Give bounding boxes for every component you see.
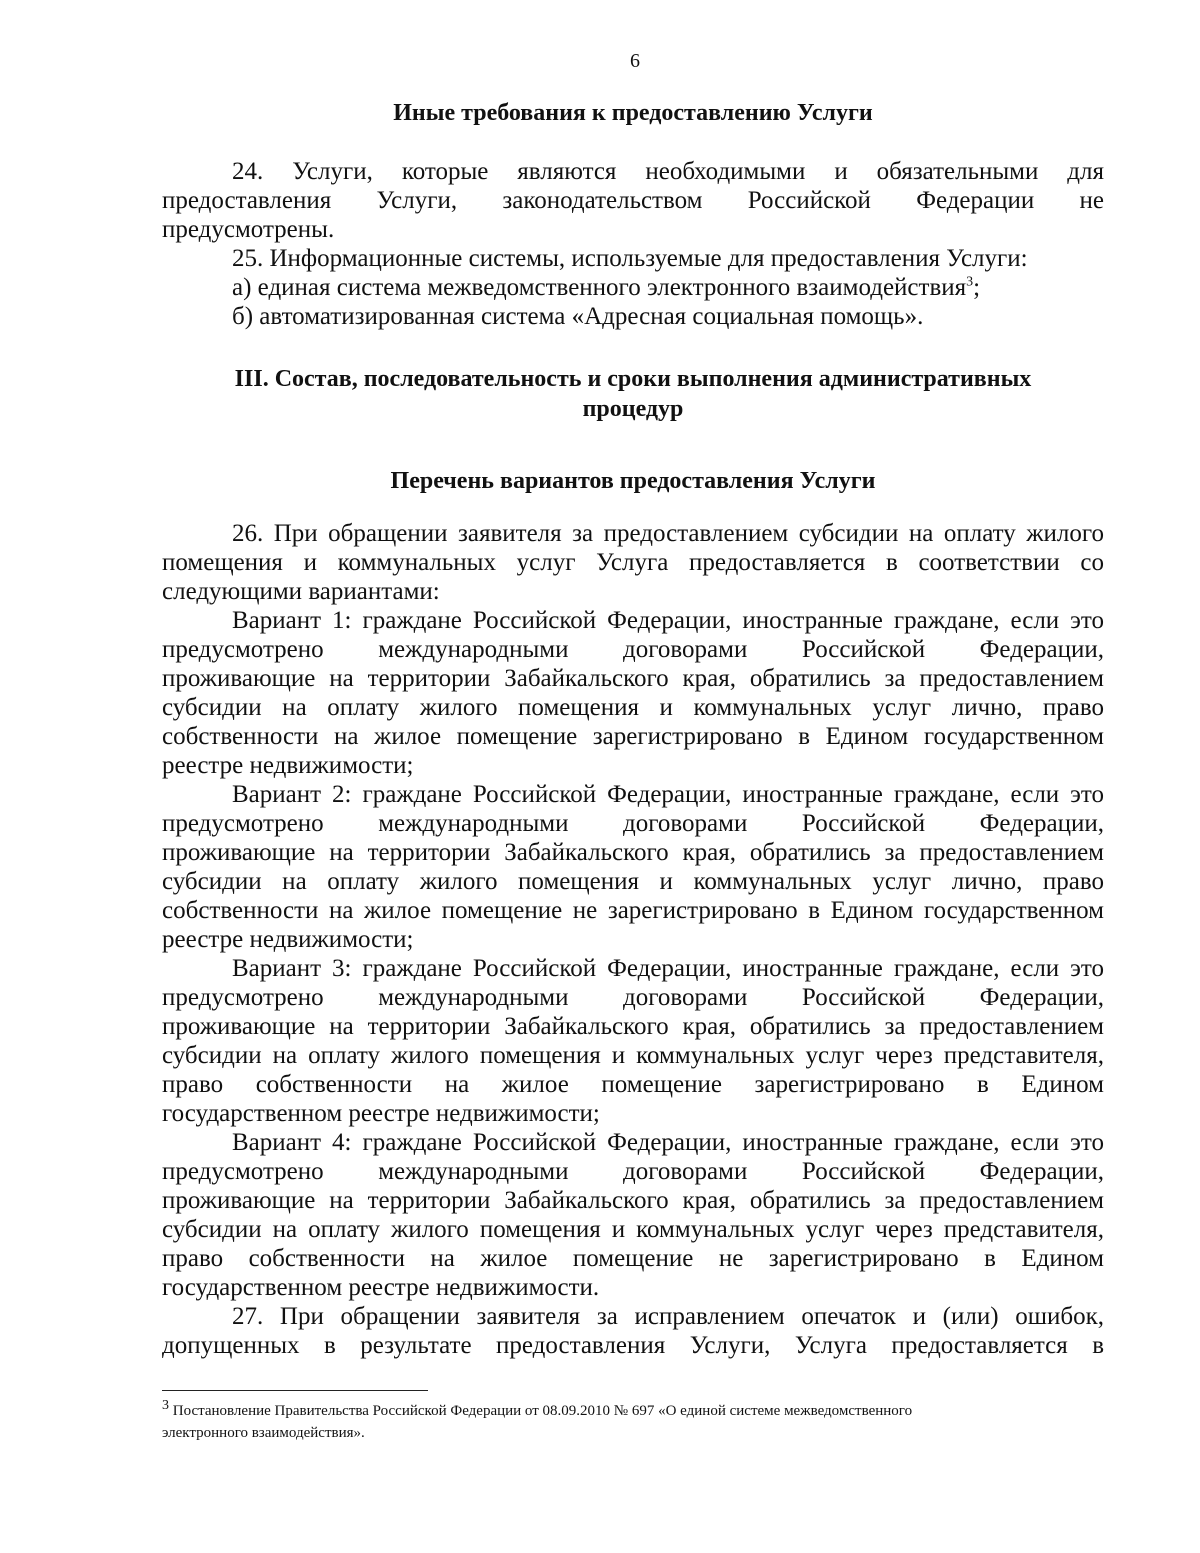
variant-3-line: Вариант 3: граждане Российской Федерации, иностранные граждане, если это [232, 955, 1104, 982]
variant-1-line: проживающие на территории Забайкальского края, обратились за предоставлением [162, 665, 1104, 692]
variant-2-line: Вариант 2: граждане Российской Федерации, иностранные граждане, если это [232, 781, 1104, 808]
paragraph-25: 25. Информационные системы, используемые для предоставления Услуги: [232, 245, 1028, 272]
footnote [162, 1400, 1104, 1444]
variant-2-line: проживающие на территории Забайкальского края, обратились за предоставлением [162, 839, 1104, 866]
variant-1-line: предусмотрено международными договорами Российской Федерации, [162, 636, 1104, 663]
variant-3-line: субсидии на оплату жилого помещения и коммунальных услуг через представителя, [162, 1042, 1104, 1069]
variant-2-line: реестре недвижимости; [162, 926, 414, 953]
heading-section-iii-line2: процедур [582, 396, 684, 422]
paragraph-24-line: предусмотрены. [162, 216, 335, 243]
footnote-line [162, 1400, 1104, 1422]
page-number: 6 [630, 50, 640, 72]
variant-4-line: предусмотрено международными договорами Российской Федерации, [162, 1158, 1104, 1185]
variant-2-line: собственности на жилое помещение не зарегистрировано в Едином государственном [162, 897, 1104, 924]
heading-section-iii [162, 364, 1104, 424]
paragraph-26-line: следующими вариантами: [162, 578, 440, 605]
footnote-text: Постановление Правительства Российской Федерации от 08.09.2010 № 697 «О единой системе межведомственного [169, 1403, 913, 1419]
heading-variants-list: Перечень вариантов предоставления Услуги [390, 468, 876, 494]
variant-4-line: субсидии на оплату жилого помещения и коммунальных услуг через представителя, [162, 1216, 1104, 1243]
paragraph-25a [162, 273, 1104, 302]
variant-2-line: предусмотрено международными договорами Российской Федерации, [162, 810, 1104, 837]
variant-1-line: собственности на жилое помещение зарегистрировано в Едином государственном [162, 723, 1104, 750]
paragraph-24-line: 24. Услуги, которые являются необходимыми и обязательными для [232, 158, 1104, 185]
heading-other-requirements: Иные требования к предоставлению Услуги [393, 100, 873, 126]
footnote-reference: 3 [966, 274, 974, 290]
variant-4-line: Вариант 4: граждане Российской Федерации, иностранные граждане, если это [232, 1129, 1104, 1156]
paragraph-25b: б) автоматизированная система «Адресная социальная помощь». [232, 303, 924, 330]
variant-2-line: субсидии на оплату жилого помещения и коммунальных услуг лично, право [162, 868, 1104, 895]
variant-1-line: субсидии на оплату жилого помещения и коммунальных услуг лично, право [162, 694, 1104, 721]
paragraph-26-line: 26. При обращении заявителя за предоставлением субсидии на оплату жилого [232, 520, 1104, 547]
variant-3-line: предусмотрено международными договорами Российской Федерации, [162, 984, 1104, 1011]
footnote-separator [162, 1390, 428, 1391]
heading-section-iii-line1: III. Состав, последовательность и сроки выполнения административных [234, 366, 1032, 392]
section-iii-body [162, 519, 1104, 1360]
footnote-line: электронного взаимодействия». [162, 1425, 365, 1441]
paragraph-25a-text: а) единая система межведомственного электронного взаимодействия [232, 274, 967, 301]
paragraph-24 [162, 157, 1104, 331]
variant-4-line: проживающие на территории Забайкальского края, обратились за предоставлением [162, 1187, 1104, 1214]
paragraph-27-line: допущенных в результате предоставления Услуги, Услуга предоставляется в [162, 1332, 1104, 1359]
paragraph-27-line: 27. При обращении заявителя за исправлением опечаток и (или) ошибок, [232, 1303, 1104, 1330]
variant-3-line: проживающие на территории Забайкальского края, обратились за предоставлением [162, 1013, 1104, 1040]
paragraph-25a-end: ; [973, 274, 981, 301]
variant-3-line: государственном реестре недвижимости; [162, 1100, 600, 1127]
variant-4-line: государственном реестре недвижимости. [162, 1274, 600, 1301]
paragraph-24-line: предоставления Услуги, законодательством Российской Федерации не [162, 187, 1104, 214]
variant-3-line: право собственности на жилое помещение зарегистрировано в Едином [162, 1071, 1104, 1098]
variant-1-line: Вариант 1: граждане Российской Федерации, иностранные граждане, если это [232, 607, 1104, 634]
variant-1-line: реестре недвижимости; [162, 752, 414, 779]
paragraph-26-line: помещения и коммунальных услуг Услуга предоставляется в соответствии со [162, 549, 1104, 576]
variant-4-line: право собственности на жилое помещение не зарегистрировано в Едином [162, 1245, 1104, 1272]
footnote-mark: 3 [162, 1398, 169, 1413]
